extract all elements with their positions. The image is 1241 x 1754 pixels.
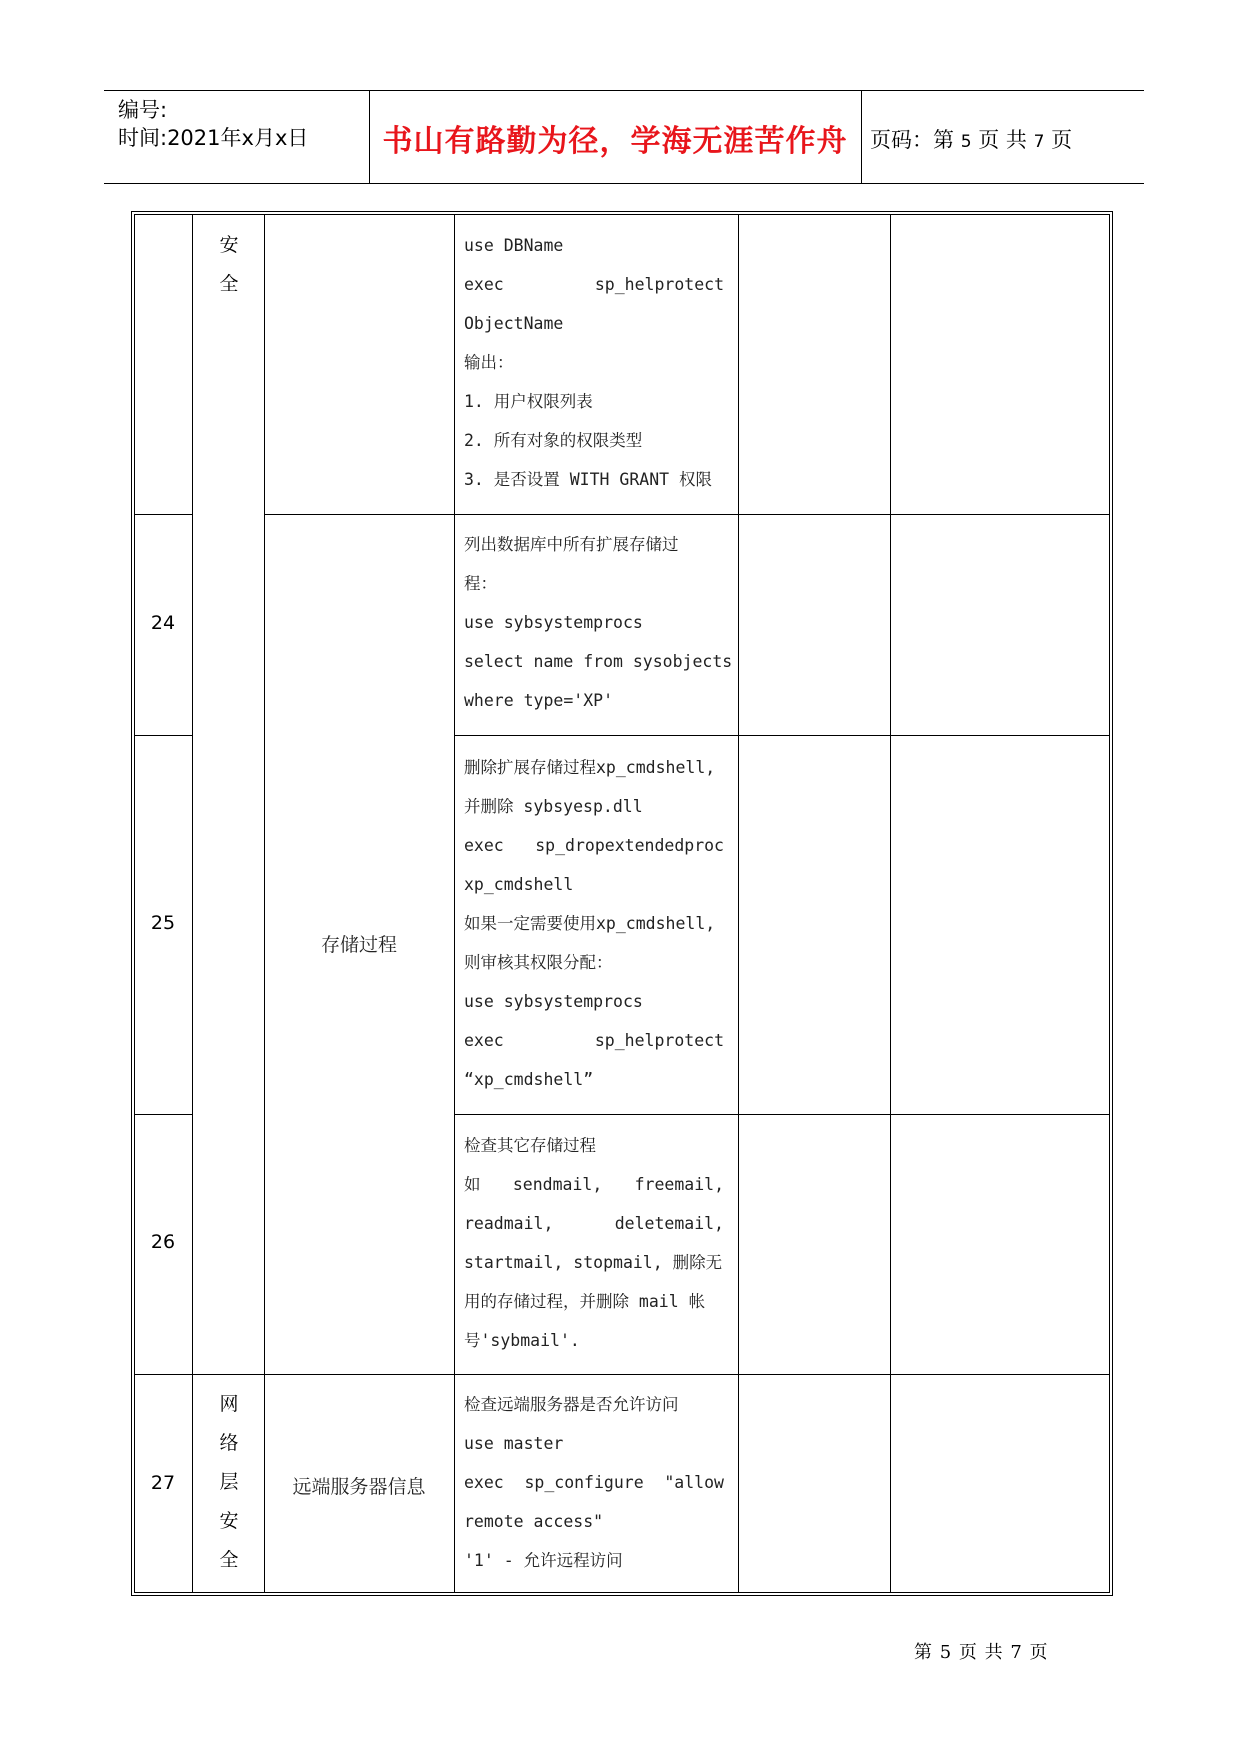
content-line: use sybsystemprocs [464, 613, 643, 632]
col-line-1 [192, 214, 193, 1593]
item-remote-server-info: 远端服务器信息 [292, 1476, 426, 1498]
category-char: 全 [219, 1549, 239, 1571]
content-line: 删除扩展存储过程xp_cmdshell, [464, 758, 716, 777]
row-line-23-rest [264, 514, 1110, 515]
row-number-24: 24 [150, 612, 176, 634]
content-line [464, 1463, 724, 1502]
content-line: ObjectName [464, 314, 564, 333]
content-line: 检查其它存储过程 [464, 1136, 596, 1155]
content-word: exec [464, 275, 504, 294]
content-line: 2. 所有对象的权限类型 [464, 431, 643, 450]
content-line: 并删除 sybsyesp.dll [464, 797, 643, 816]
content-cell-24 [464, 525, 733, 720]
content-line: 则审核其权限分配： [464, 953, 613, 972]
date-label: 时间:2021年x月x日 [118, 126, 309, 150]
content-line: 号'sybmail'. [464, 1331, 580, 1350]
content-line [464, 1204, 724, 1243]
content-word: sp_configure [524, 1473, 644, 1492]
content-word: readmail, [464, 1214, 554, 1233]
content-cell-26 [464, 1126, 724, 1360]
content-line: remote access" [464, 1512, 604, 1531]
motto: 书山有路勤为径，学海无涯苦作舟 [382, 124, 848, 159]
col-line-2 [264, 214, 265, 1593]
content-word: sp_helprotect [594, 275, 724, 294]
content-word: sendmail, [512, 1175, 603, 1194]
footer-page-number: 第 5 页 共 7 页 [914, 1642, 1049, 1663]
col-line-4 [738, 214, 739, 1593]
row-number-25: 25 [150, 912, 176, 934]
content-cell-25 [464, 748, 724, 1099]
content-line [464, 265, 724, 304]
category-security [194, 226, 264, 304]
category-char: 安 [219, 1510, 239, 1532]
content-line: 用的存储过程，并删除 mail 帐 [464, 1292, 706, 1311]
category-char: 全 [219, 273, 239, 295]
header-bottom-rule [104, 183, 1144, 184]
content-line: 检查远端服务器是否允许访问 [464, 1395, 679, 1414]
content-line: use master [464, 1434, 564, 1453]
content-line: select name from sysobjects [464, 652, 733, 671]
header-top-rule [104, 90, 1144, 91]
row-line-23-num [134, 514, 192, 515]
row-line-24-num [134, 735, 192, 736]
header-page-indicator [870, 124, 1072, 154]
content-line: 输出： [464, 353, 514, 372]
content-line [464, 826, 724, 865]
category-char: 络 [219, 1432, 239, 1454]
content-line [464, 1021, 724, 1060]
content-cell-27 [464, 1385, 724, 1580]
category-network-security [194, 1385, 264, 1580]
content-word: 如 [464, 1175, 481, 1194]
content-line: '1' - 允许远程访问 [464, 1551, 623, 1570]
category-char: 层 [219, 1471, 239, 1493]
page-mid: 页 共 [978, 128, 1027, 152]
content-word: deletemail, [614, 1214, 724, 1233]
row-line-26 [134, 1374, 1110, 1375]
row-line-25-rest [454, 1114, 1110, 1115]
content-word: sp_helprotect [594, 1031, 724, 1050]
col-line-3 [454, 214, 455, 1593]
row-number-27: 27 [150, 1472, 176, 1494]
content-line: 1. 用户权限列表 [464, 392, 593, 411]
content-word: exec [464, 1031, 504, 1050]
page-total: 7 [1033, 132, 1045, 152]
category-char: 网 [219, 1393, 239, 1415]
content-word: freemail, [634, 1175, 724, 1194]
item-stored-procedure: 存储过程 [320, 934, 397, 956]
row-number-26: 26 [150, 1231, 176, 1253]
content-line: “xp_cmdshell” [464, 1070, 594, 1089]
content-line: 如果一定需要使用xp_cmdshell, [464, 914, 716, 933]
content-line: 程： [464, 574, 497, 593]
header-divider-right [861, 90, 862, 184]
content-word: exec [464, 1473, 504, 1492]
page-suffix: 页 [1051, 128, 1073, 152]
content-line [464, 1165, 724, 1204]
content-line: use sybsystemprocs [464, 992, 643, 1011]
col-line-5 [890, 214, 891, 1593]
content-word: "allow [664, 1473, 724, 1492]
content-line: 列出数据库中所有扩展存储过 [464, 535, 679, 554]
page-current: 5 [960, 132, 972, 152]
content-word: sp_dropextendedproc [535, 836, 724, 855]
serial-label: 编号: [118, 98, 168, 122]
content-word: exec [464, 836, 504, 855]
category-char: 安 [219, 234, 239, 256]
content-line: startmail, stopmail, 删除无 [464, 1253, 723, 1272]
row-line-25-num [134, 1114, 192, 1115]
content-line: use DBName [464, 236, 564, 255]
page-prefix: 页码：第 [870, 128, 954, 152]
content-line: xp_cmdshell [464, 875, 574, 894]
content-line: where type='XP' [464, 691, 614, 710]
row-line-24-rest [454, 735, 1110, 736]
content-cell-23 [464, 226, 724, 499]
content-line: 3. 是否设置 WITH GRANT 权限 [464, 470, 713, 489]
